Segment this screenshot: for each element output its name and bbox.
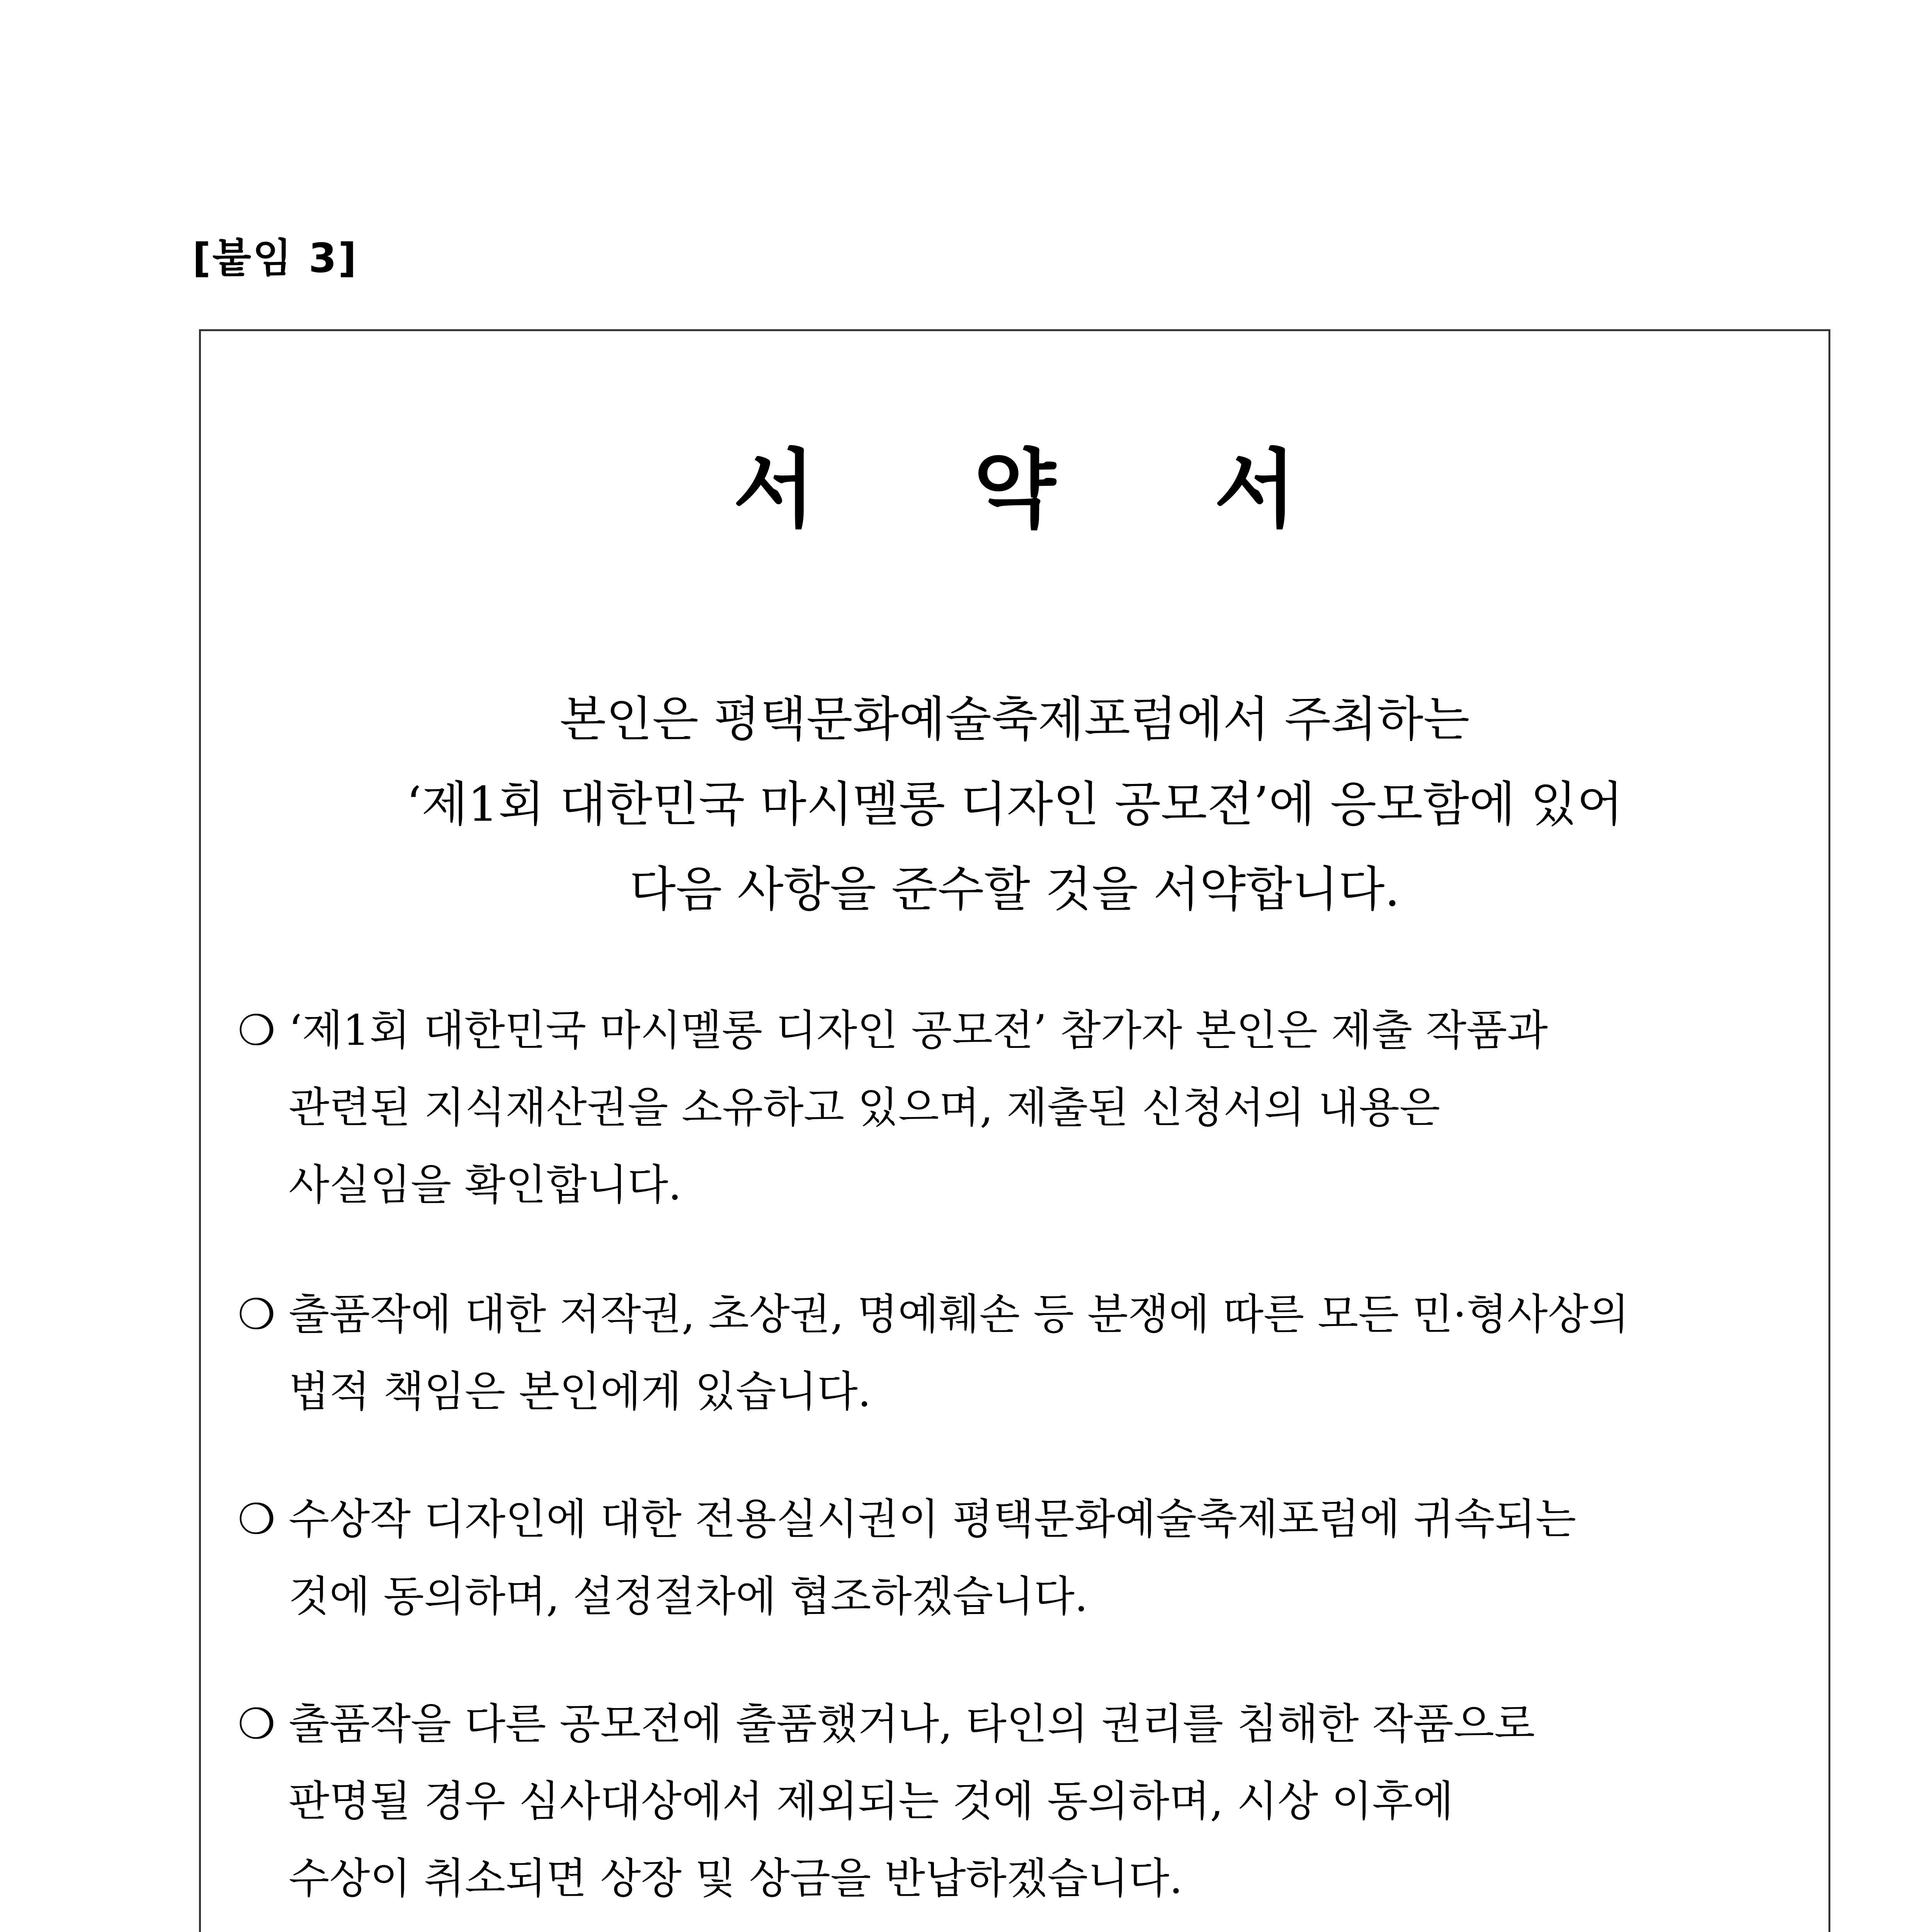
clause-line: ‘제1회 대한민국 마시멜롱 디자인 공모전’ 참가자 본인은 제출 작품과	[289, 1006, 1548, 1055]
clause-line: 판명될 경우 심사대상에서 제외되는 것에 동의하며, 시상 이후에	[289, 1777, 1454, 1826]
clause-line: 사실임을 확인합니다.	[289, 1160, 682, 1209]
bullet-circle-icon: ❍	[238, 1495, 276, 1544]
clause-line: 수상이 취소되면 상장 및 상금을 반납하겠습니다.	[289, 1854, 1183, 1903]
clause-line: 출품작을 다른 공모전에 출품했거나, 타인의 권리를 침해한 작품으로	[289, 1699, 1535, 1748]
intro-line: 본인은 평택문화예술축제포럼에서 주최하는	[560, 692, 1470, 747]
clause-ip-ownership	[238, 992, 1548, 1224]
bullet-circle-icon: ❍	[238, 1699, 276, 1748]
clause-disqualification	[238, 1685, 1535, 1917]
bullet-circle-icon: ❍	[238, 1006, 276, 1055]
clause-line: 수상작 디자인에 대한 전용실시권이 평택문화예술축제포럼에 귀속되는	[289, 1495, 1577, 1544]
title-char: 서	[733, 440, 815, 539]
document-title	[201, 440, 1828, 539]
clause-line: 출품작에 대한 저작권, 초상권, 명예훼손 등 분쟁에 따른 모든 민·형사상의	[289, 1290, 1629, 1339]
clause-line: 법적 책임은 본인에게 있습니다.	[289, 1367, 871, 1416]
title-char: 서	[1214, 440, 1296, 539]
clause-exclusive-license	[238, 1481, 1576, 1635]
clause-line: 것에 동의하며, 설정절차에 협조하겠습니다.	[289, 1572, 1088, 1621]
clause-line: 관련된 지식재산권을 소유하고 있으며, 제출된 신청서의 내용은	[289, 1083, 1440, 1132]
bullet-circle-icon: ❍	[238, 1290, 276, 1339]
intro-line: 다음 사항을 준수할 것을 서약합니다.	[629, 862, 1400, 917]
title-char: 약	[973, 440, 1056, 539]
clause-legal-responsibility	[238, 1276, 1629, 1430]
pledge-form	[199, 329, 1830, 1932]
attachment-label: [붙임 3]	[192, 235, 358, 282]
intro-line: ‘제1회 대한민국 마시멜롱 디자인 공모전’에 응모함에 있어	[406, 777, 1623, 832]
intro-paragraph	[201, 677, 1828, 932]
